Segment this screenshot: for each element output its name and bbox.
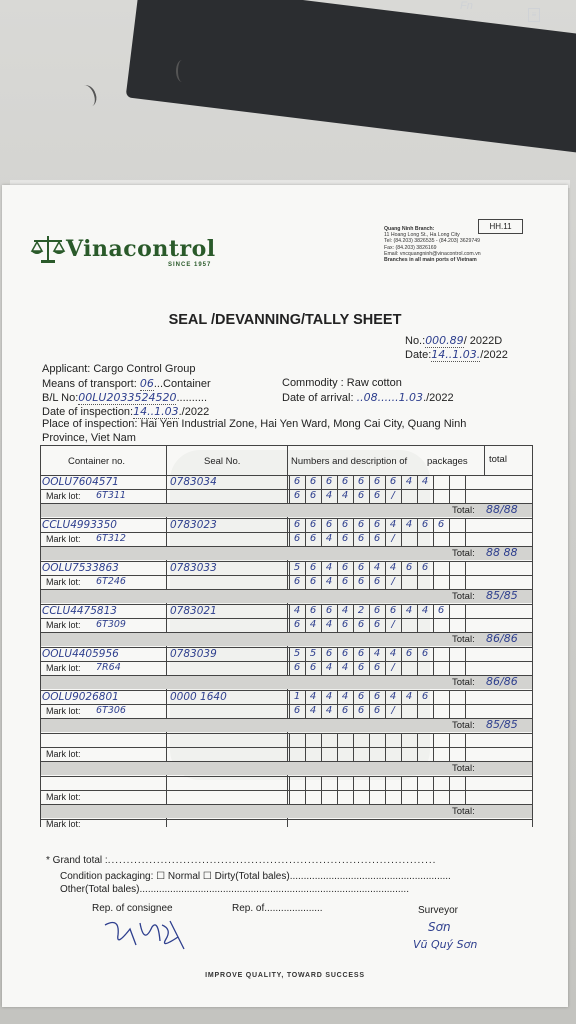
package-count: 6: [309, 533, 317, 544]
branch-line: Fax: (84.203) 3826169: [384, 244, 437, 251]
package-cell-rule: [433, 647, 434, 675]
branch-info: [384, 226, 544, 263]
package-count: 4: [341, 662, 349, 673]
mark-lot-label: Mark lot:: [46, 792, 81, 802]
row-rule: [40, 776, 532, 777]
consignee-signature: [100, 915, 190, 955]
package-count: 6: [309, 562, 317, 573]
package-count: /: [391, 533, 395, 544]
package-cell-rule: [385, 776, 386, 804]
mark-lot-label: Mark lot:: [46, 819, 81, 829]
package-count: 6: [293, 519, 301, 530]
package-count: 5: [293, 648, 301, 659]
package-count: 4: [293, 605, 301, 616]
mark-lot-label: Mark lot:: [46, 706, 81, 716]
package-count: 4: [341, 691, 349, 702]
package-count: 6: [357, 619, 365, 630]
package-count: 6: [357, 691, 365, 702]
package-cell-rule: [449, 475, 450, 503]
total-label: Total:: [452, 634, 475, 645]
row-rule: [40, 589, 532, 590]
row-total: 85/85: [486, 589, 518, 602]
package-count: 6: [421, 691, 429, 702]
package-cell-rule: [449, 518, 450, 546]
package-count: /: [391, 490, 395, 501]
package-count: 6: [341, 533, 349, 544]
branch-line: Branches in all main ports of Vietnam: [384, 257, 477, 264]
applicant: Applicant: Cargo Control Group: [42, 363, 196, 375]
total-label: Total:: [452, 548, 475, 559]
package-cell-rule: [465, 690, 466, 718]
package-count: /: [391, 662, 395, 673]
package-count: 4: [405, 691, 413, 702]
mark-lot-label: Mark lot:: [46, 749, 81, 759]
package-count: 4: [309, 691, 317, 702]
package-cell-rule: [417, 733, 418, 761]
row-rule: [40, 804, 532, 805]
row-rule: [40, 546, 532, 547]
package-count: 6: [293, 619, 301, 630]
package-cell-rule: [321, 733, 322, 761]
package-count: 6: [357, 662, 365, 673]
package-count: 4: [373, 562, 381, 573]
package-count: 6: [309, 490, 317, 501]
company-name: Vinacontrol: [66, 236, 216, 262]
rep-consignee-label: Rep. of consignee: [92, 903, 173, 914]
package-count: 6: [341, 648, 349, 659]
condition-packaging: Condition packaging: ☐ Normal ☐ Dirty(Total bales)..........................................................: [60, 871, 451, 882]
container-number: CCLU4993350: [42, 519, 117, 531]
row-rule: [40, 718, 532, 719]
package-count: 6: [421, 648, 429, 659]
container-number: OOLU7533863: [42, 562, 119, 574]
header-packages: packages: [427, 456, 468, 467]
container-number: CCLU4475813: [42, 605, 117, 617]
package-count: 6: [357, 476, 365, 487]
package-count: 6: [341, 519, 349, 530]
total-label: Total:: [452, 720, 475, 731]
rep-of-label: Rep. of.....................: [232, 903, 323, 914]
seal-number: 0783039: [170, 648, 217, 660]
form-code: HH.11: [478, 219, 523, 234]
package-count: 6: [309, 662, 317, 673]
container-number: OOLU9026801: [42, 691, 119, 703]
package-count: 6: [325, 476, 333, 487]
mark-lot-value: 6T246: [96, 576, 126, 587]
package-count: 6: [373, 533, 381, 544]
package-count: 6: [373, 662, 381, 673]
package-cell-rule: [465, 561, 466, 589]
package-cell-rule: [321, 776, 322, 804]
seal-number: 0783023: [170, 519, 217, 531]
package-count: 6: [373, 619, 381, 630]
fn-key: Fn: [460, 0, 473, 12]
row-total: 88/88: [486, 503, 518, 516]
package-count: 4: [341, 490, 349, 501]
row-rule: [40, 503, 532, 504]
package-count: 4: [341, 605, 349, 616]
package-count: 6: [309, 576, 317, 587]
header-numbers: Numbers and description of: [291, 456, 408, 467]
slogan: IMPROVE QUALITY, TOWARD SUCCESS: [205, 972, 365, 979]
package-count: 6: [357, 648, 365, 659]
company-logo: [30, 233, 216, 265]
package-cell-rule: [465, 647, 466, 675]
package-count: 4: [325, 576, 333, 587]
mark-lot-label: Mark lot:: [46, 491, 81, 501]
package-cell-rule: [449, 604, 450, 632]
package-count: 6: [309, 605, 317, 616]
package-count: /: [391, 619, 395, 630]
package-cell-rule: [465, 518, 466, 546]
package-count: 6: [405, 648, 413, 659]
package-count: 4: [325, 490, 333, 501]
package-cell-rule: [289, 776, 290, 804]
date-of-arrival: Date of arrival: ..08......1.03./2022: [282, 391, 454, 404]
company-since: SINCE 1957: [168, 262, 212, 268]
package-count: 1: [293, 691, 301, 702]
row-rule: [40, 632, 532, 633]
package-count: /: [391, 576, 395, 587]
package-count: 6: [293, 533, 301, 544]
seal-number: 0783021: [170, 605, 217, 617]
package-count: /: [391, 705, 395, 716]
package-count: 6: [293, 705, 301, 716]
package-count: 6: [389, 605, 397, 616]
package-count: 4: [325, 533, 333, 544]
package-count: 6: [325, 605, 333, 616]
row-total: 85/85: [486, 718, 518, 731]
surveyor-signature: Sơn: [428, 920, 451, 934]
surveyor-name: Vũ Quý Sơn: [413, 938, 478, 951]
row-rule: [40, 761, 532, 762]
package-count: 4: [325, 619, 333, 630]
package-count: 6: [357, 490, 365, 501]
package-count: 6: [341, 705, 349, 716]
package-count: 4: [405, 605, 413, 616]
package-count: 4: [389, 691, 397, 702]
package-cell-rule: [433, 776, 434, 804]
mark-lot-value: 6T311: [96, 490, 126, 501]
container-number: OOLU4405956: [42, 648, 119, 660]
package-cell-rule: [433, 733, 434, 761]
package-cell-rule: [289, 733, 290, 761]
package-count: 6: [357, 562, 365, 573]
package-count: 4: [421, 605, 429, 616]
package-count: 6: [309, 519, 317, 530]
package-count: 6: [405, 562, 413, 573]
package-cell-rule: [449, 690, 450, 718]
package-cell-rule: [465, 776, 466, 804]
package-count: 6: [373, 476, 381, 487]
package-cell-rule: [417, 776, 418, 804]
doc-number: No.:000.89/ 2022D: [405, 334, 503, 347]
row-total: 86/86: [486, 632, 518, 645]
table-right-border: [532, 445, 533, 827]
bl-number: B/L No:00LU2033524520..........: [42, 391, 208, 404]
package-count: 6: [421, 562, 429, 573]
package-cell-rule: [449, 647, 450, 675]
seal-number: 0000 1640: [170, 691, 227, 703]
doc-date: Date:14..1.03./2022: [405, 348, 508, 361]
package-count: 2: [357, 605, 365, 616]
package-count: 4: [309, 619, 317, 630]
place-of-inspection: Place of inspection: Hai Yen Industrial Zone, Hai Yen Ward, Mong Cai City, Quang Ninh: [42, 418, 467, 430]
package-cell-rule: [401, 733, 402, 761]
column-divider: [484, 445, 485, 475]
package-count: 6: [373, 691, 381, 702]
package-cell-rule: [305, 776, 306, 804]
package-cell-rule: [433, 561, 434, 589]
pen-mark: [176, 60, 188, 82]
commodity: Commodity : Raw cotton: [282, 377, 402, 389]
row-rule: [40, 819, 532, 820]
package-count: 5: [309, 648, 317, 659]
package-count: 4: [325, 562, 333, 573]
package-cell-rule: [433, 475, 434, 503]
table-top-border: [40, 445, 532, 446]
package-cell-rule: [353, 776, 354, 804]
package-count: 6: [293, 576, 301, 587]
package-count: 6: [373, 519, 381, 530]
package-count: 6: [325, 519, 333, 530]
package-cell-rule: [401, 776, 402, 804]
header-container-no: Container no.: [68, 456, 126, 467]
row-total: 86/86: [486, 675, 518, 688]
package-count: 6: [357, 576, 365, 587]
package-cell-rule: [369, 776, 370, 804]
package-count: 5: [293, 562, 301, 573]
package-count: 6: [341, 476, 349, 487]
row-rule: [40, 733, 532, 734]
package-cell-rule: [449, 561, 450, 589]
scales-icon: [30, 233, 66, 265]
package-count: 6: [373, 490, 381, 501]
seal-number: 0783034: [170, 476, 217, 488]
package-count: 4: [325, 662, 333, 673]
other-bales: Other(Total bales).................................................................................................: [60, 884, 409, 895]
package-count: 4: [389, 519, 397, 530]
total-label: Total:: [452, 505, 475, 516]
branch-line: Email: vncquangninh@vinacontrol.com.vn: [384, 250, 481, 257]
package-count: 4: [389, 562, 397, 573]
date-of-inspection: Date of inspection:14..1.03./2022: [42, 405, 210, 418]
surveyor-label: Surveyor: [418, 905, 459, 916]
package-count: 6: [293, 490, 301, 501]
package-count: 6: [373, 576, 381, 587]
package-count: 6: [389, 476, 397, 487]
package-count: 6: [293, 476, 301, 487]
sheet-title: SEAL /DEVANNING/TALLY SHEET: [168, 312, 402, 328]
package-count: 6: [341, 576, 349, 587]
mark-lot-value: 6T309: [96, 619, 126, 630]
package-cell-rule: [433, 690, 434, 718]
package-count: 6: [421, 519, 429, 530]
package-count: 6: [341, 619, 349, 630]
total-label: Total:: [452, 806, 475, 817]
package-count: 6: [373, 705, 381, 716]
package-cell-rule: [449, 776, 450, 804]
mark-lot-value: 7R64: [96, 662, 121, 673]
mark-lot-label: Mark lot:: [46, 577, 81, 587]
row-rule: [40, 747, 532, 748]
package-cell-rule: [465, 604, 466, 632]
package-cell-rule: [449, 733, 450, 761]
branch-line: Tel: (84.203) 3826535 - (84.203) 3629749: [384, 238, 481, 245]
branch-line: Quang Ninh Branch:: [384, 226, 435, 232]
row-rule: [40, 675, 532, 676]
total-label: Total:: [452, 591, 475, 602]
package-count: 4: [325, 705, 333, 716]
grand-total: * Grand total :.......................................................................................: [46, 855, 437, 866]
package-count: 4: [421, 476, 429, 487]
place-of-inspection-cont: Province, Viet Nam: [42, 432, 136, 444]
package-cell-rule: [337, 776, 338, 804]
package-count: 4: [405, 476, 413, 487]
mark-lot-label: Mark lot:: [46, 534, 81, 544]
package-count: 4: [325, 691, 333, 702]
package-cell-rule: [369, 733, 370, 761]
package-count: 6: [437, 605, 445, 616]
package-count: 6: [357, 533, 365, 544]
branch-line: 11 Hoang Long St., Ha Long City: [384, 232, 460, 239]
header-total: total: [489, 454, 507, 465]
package-cell-rule: [465, 475, 466, 503]
row-rule: [40, 790, 532, 791]
row-total: 88 88: [486, 546, 518, 559]
total-label: Total:: [452, 677, 475, 688]
mark-lot-value: 6T306: [96, 705, 126, 716]
seal-number: 0783033: [170, 562, 217, 574]
package-count: 4: [389, 648, 397, 659]
package-cell-rule: [385, 733, 386, 761]
package-cell-rule: [305, 733, 306, 761]
package-cell-rule: [465, 733, 466, 761]
package-cell-rule: [337, 733, 338, 761]
package-count: 6: [373, 605, 381, 616]
package-count: 6: [325, 648, 333, 659]
package-count: 6: [437, 519, 445, 530]
package-count: 6: [357, 519, 365, 530]
means-of-transport: Means of transport: 06...Container: [42, 377, 211, 390]
package-count: 6: [341, 562, 349, 573]
package-cell-rule: [353, 733, 354, 761]
package-count: 4: [309, 705, 317, 716]
package-count: 4: [373, 648, 381, 659]
container-number: OOLU7604571: [42, 476, 119, 488]
mark-lot-label: Mark lot:: [46, 663, 81, 673]
package-count: 6: [293, 662, 301, 673]
package-count: 6: [309, 476, 317, 487]
package-count: 4: [405, 519, 413, 530]
header-seal-no: Seal No.: [204, 456, 241, 467]
mark-lot-value: 6T312: [96, 533, 126, 544]
menu-key-icon: ≡: [528, 8, 540, 22]
total-label: Total:: [452, 763, 475, 774]
mark-lot-label: Mark lot:: [46, 620, 81, 630]
package-count: 6: [357, 705, 365, 716]
